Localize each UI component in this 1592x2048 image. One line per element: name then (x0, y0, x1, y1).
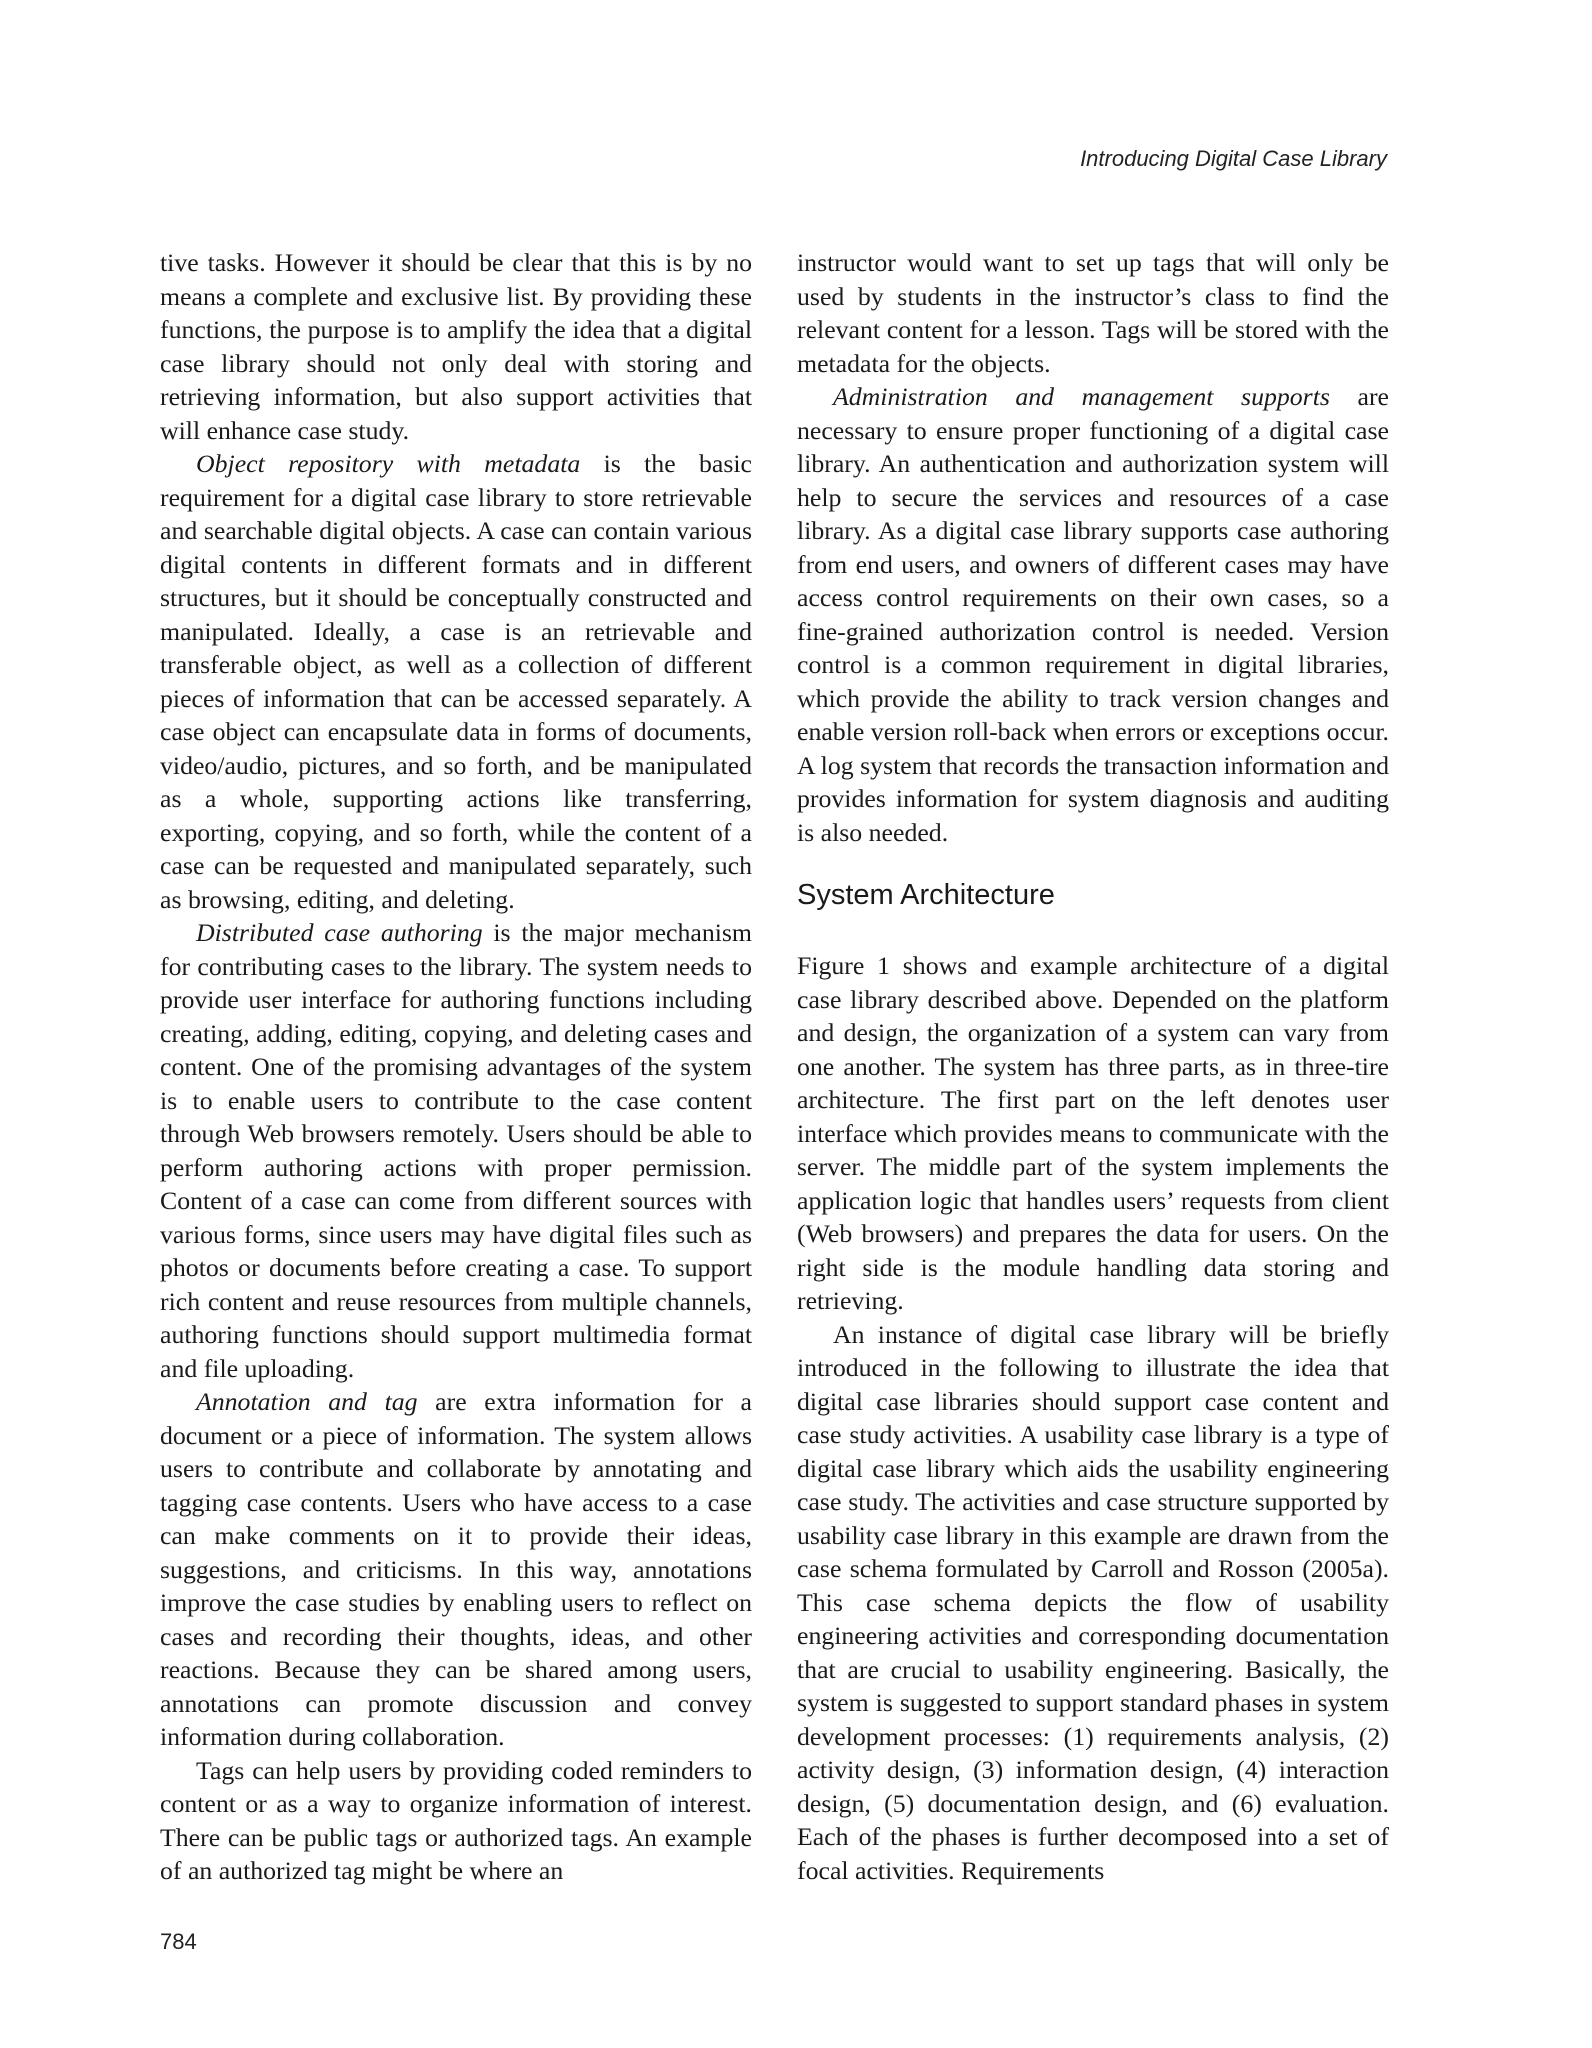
section-heading: System Architecture (797, 879, 1055, 911)
paragraph-text: are extra information for a document or a piece of information. The system allows users to contribute and collaborate by annotating and tagging case contents. Users who have access to a case can make comments on it to provide their ideas, suggestions, and criticisms. In this way, annotations improve the case studies by enabling users to reflect on cases and recording their thoughts, ideas, and other reactions. Because they can be shared among users, annotations can promote discussion and convey information during collaboration. (160, 1387, 752, 1751)
paragraph: instructor would want to set up tags that will only be used by students in the instructor’s class to find the relevant content for a lesson. Tags will be stored with the metadata for the objects. (797, 248, 1389, 378)
left-column (160, 246, 752, 1888)
term-distributed-authoring: Distributed case authoring (196, 918, 483, 947)
paragraph (160, 916, 752, 1385)
term-annotation-tag: Annotation and tag (196, 1387, 418, 1416)
page-number: 784 (160, 1929, 197, 1954)
paragraph: An instance of digital case library will be briefly introduced in the following to illustrate the idea that digital case libraries should support case content and case study activities. A usability case library is a type of digital case library which aids the usability engineering case study. The activities and case structure supported by usability case library in this example are drawn from the case schema formulated by Carroll and Rosson (2005a). This case schema depicts the flow of usability engineering activities and corresponding documentation that are crucial to usability engineering. Basically, the system is suggested to support standard phases in system development processes: (1) requirements analysis, (2) activity design, (3) information design, (4) interaction design, (5) documentation design, and (6) evaluation. Each of the phases is further decomposed into a set of focal activities. Requirements (797, 1319, 1389, 1885)
paragraph: tive tasks. However it should be clear that this is by no means a complete and exclusive list. By providing these functions, the purpose is to amplify the idea that a digital case library should not only deal with storing and retrieving information, but also support activities that will enhance case study. (160, 248, 752, 445)
right-column (797, 246, 1389, 1887)
paragraph (160, 1385, 752, 1754)
paragraph: Tags can help users by providing coded reminders to content or as a way to organize information of interest. There can be public tags or authorized tags. An example of an authorized tag might be where an (160, 1755, 752, 1885)
term-administration: Administration and management supports (833, 382, 1330, 411)
paragraph: Figure 1 shows and example architecture of a digital case library described above. Depended on the platform and design, the organization of a system can vary from one another. The system has three parts, as in three-tire architecture. The first part on the left denotes user interface which provides means to communicate with the server. The middle part of the system implements the application logic that handles users’ requests from client (Web browsers) and prepares the data for users. On the right side is the module handling data storing and retrieving. (797, 951, 1389, 1315)
term-object-repository: Object repository with metadata (196, 449, 581, 478)
paragraph (797, 380, 1389, 849)
paragraph-text: is the basic requirement for a digital case library to store retrievable and searchable digital objects. A case can contain various digital contents in different formats and in different structures, but it should be conceptually constructed and manipulated. Ideally, a case is an retrievable and transferable object, as well as a collection of different pieces of information that can be accessed separately. A case object can encapsulate data in forms of documents, video/audio, pictures, and so forth, and be manipulated as a whole, supporting actions like transferring, exporting, copying, and so forth, while the content of a case can be requested and manipulated separately, such as browsing, editing, and deleting. (160, 449, 752, 914)
paragraph-text: is the major mechanism for contributing cases to the library. The system needs to provide user interface for authoring functions including creating, adding, editing, copying, and deleting cases and content. One of the promising advantages of the system is to enable users to contribute to the case content through Web browsers remotely. Users should be able to perform authoring actions with proper permission. Content of a case can come from different sources with various forms, since users may have digital files such as photos or documents before creating a case. To support rich content and reuse resources from multiple channels, authoring functions should support multimedia format and file uploading. (160, 918, 752, 1383)
running-head-title: Introducing Digital Case Library (1080, 146, 1387, 171)
paragraph (160, 447, 752, 916)
paragraph-text: are necessary to ensure proper functioning of a digital case library. An authentication and authorization system will help to secure the services and resources of a case library. As a digital case library supports case authoring from end users, and owners of different cases may have access control requirements on their own cases, so a fine-grained authorization control is needed. Version control is a common requirement in digital libraries, which provide the ability to track version changes and enable version roll-back when errors or exceptions occur. A log system that records the transaction information and provides information for system diagnosis and auditing is also needed. (797, 382, 1389, 847)
